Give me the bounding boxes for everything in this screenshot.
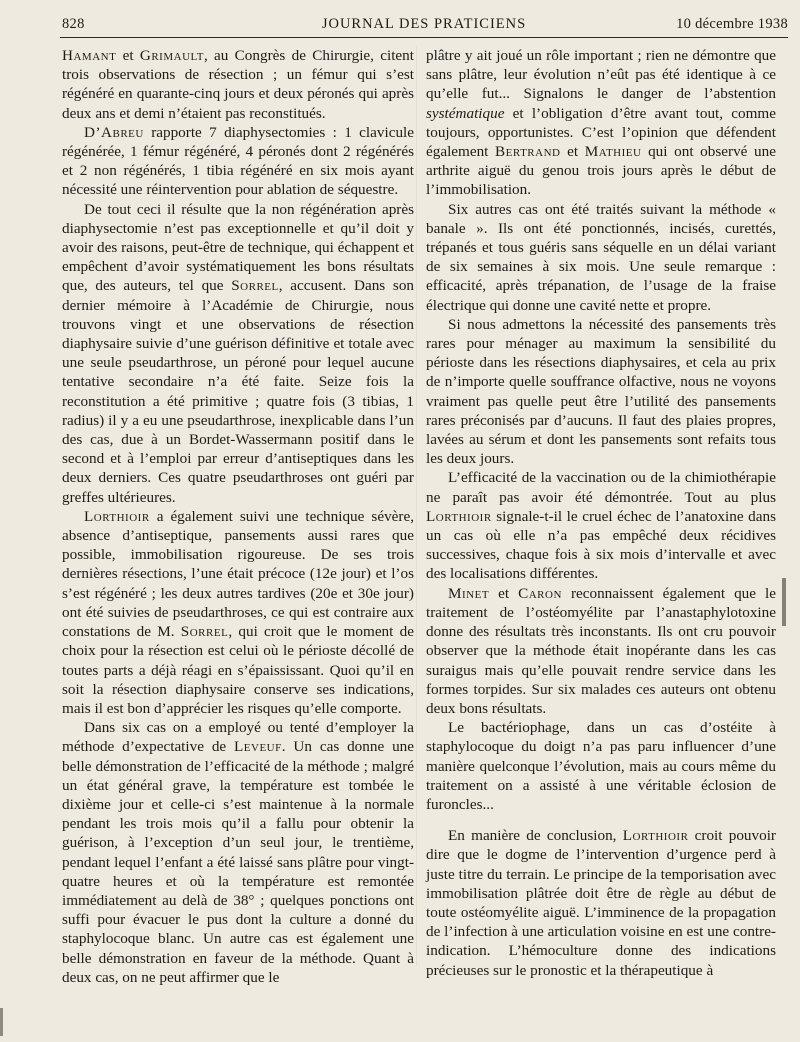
paragraph: L’efficacité de la vaccination ou de la chimiothérapie ne paraît pas avoir été démontrée. Tout au plus Lorthioir signale-t-il le cruel échec de l’anatoxine dans un cas où elle n’a pas empêché deux récidives successives, chaque fois à six mois d’intervalle et avec des localisations différentes. [426,469,776,583]
page-number: 828 [62,16,85,32]
margin-mark [0,1008,3,1036]
paragraph: De tout ceci il résulte que la non régénération après diaphysectomie n’est pas exceptionnelle et qu’il doit y avoir des raisons, peut-être de technique, qui échappent et empêchent d’avoir systématiquement les bons résultats que, des auteurs, tel que Sorrel, accusent. Dans son dernier mémoire à l’Académie de Chirurgie, nous trouvons vingt et une observations de résection diaphysaire suivie d’une guérison définitive et totale avec une seule pseudarthrose, un péroné pour lequel aucune tentative secondaire n’a été faite. Seize fois la reconstitution a été primitive ; quatre fois (3 tibias, 1 radius) il y a eu une pseudarthrose, inexplicable dans l’un des cas, due à un Bordet-Wassermann positif dans le second et à l’emploi par erreur d’antiseptiques dans les deux derniers. Ces quatre pseudarthroses ont guéri par greffes ultérieures. [62,200,415,506]
journal-title: JOURNAL DES PRATICIENS [321,16,527,32]
paragraph: Six autres cas ont été traités suivant la méthode « banale ». Ils ont été ponctionnés, incisés, curettés, trépanés et tous guéris sans séquelle en un délai variant de six semaines à six mois. Une seule remarque : efficacité, après trépanation, de l’usage de la fraise électrique qui donne une cavité nette et propre. [426,200,776,314]
paragraph: Dans six cas on a employé ou tenté d’employer la méthode d’expectative de Leveuf. Un cas donne une belle démonstration de l’efficacité de la méthode ; malgré un état général grave, la température est tombée le dixième jour et celle-ci s’est maintenue à la normale pendant les trois mois qu’il a fallu pour obtenir la guérison, à l’exception d’un seul jour, le trentième, pendant lequel l’enfant a été laissé sans plâtre pour vingt-quatre heures et où la température est remontée immédiatement au delà de 38° ; quelques ponctions ont suffi pour évacuer le pus dont la culture a donné du staphylocoque blanc. Un autre cas est également une belle démonstration en faveur de la méthode. Quant à deux cas, on ne peut affirmer que le [62,719,414,986]
paragraph: Le bactériophage, dans un cas d’ostéite à staphylocoque du doigt n’a pas paru influencer d’une manière quelconque l’évolution, mais au cours même du traitement on a assisté à une véritable éclosion de furoncles... [426,719,776,813]
paragraph: D’Abreu rapporte 7 diaphysectomies : 1 clavicule régénérée, 1 fémur régénéré, 4 péronés dont 2 régénérés et 2 non régénérés, 1 tibia régénéré en six mois ayant nécessité une réintervention pour ablation de séquestre. [62,123,414,199]
paragraph: En manière de conclusion, Lorthioir croit pouvoir dire que le dogme de l’intervention d’urgence perd à juste titre du terrain. Le principe de la temporisation avec immobilisation plâtrée doit être de règle au début de toute ostéomyélite aiguë. L’imminence de la propagation de l’infection à une articulation voisine en est une contre-indication. L’hémoculture donne des indications précieuses sur le pronostic et la thérapeutique à [426,827,776,979]
header-rule [60,37,788,38]
paragraph: Si nous admettons la nécessité des pansements très rares pour ménager au maximum la sensibilité du périoste dans les résections diaphysaires, et cela au prix de n’importe quelle souffrance olfactive, nous ne voyons vraiment pas quelle peut être l’utilité des pansements rares préconisés par d’aucuns. Il faut des plaies propres, lavées au sérum et dont les pansements sont refaits tous les deux jours. [426,315,776,468]
left-column [62,46,414,987]
running-header [60,14,788,36]
section-break [426,814,776,826]
paragraph: Hamant et Grimault, au Congrès de Chirurgie, citent trois observations de résection ; un fémur qui s’est régénéré en quarante-cinq jours et deux péronés qui après deux ans et demi n’étaient pas reconstitués. [62,47,414,122]
paragraph: plâtre y ait joué un rôle important ; rien ne démontre que sans plâtre, leur évolution n’eût pas été identique à ce qu’elle fut... Signalons le danger de l’abstention systématique et l’obligation d’être avant tout, comme toujours, opportunistes. C’est l’opinion que défendent également Bertrand et Mathieu qui ont observé une arthrite aiguë du genou trois jours après le début de l’immobilisation. [426,47,776,199]
paragraph: Minet et Caron reconnaissent également que le traitement de l’ostéomyélite par l’anastaphylotoxine donne des résultats très inconstants. Ils ont cru pouvoir observer que la méthode était inopérante dans les cas suraigus mais qu’elle pouvait rendre service dans les formes torpides. Sur six malades ces auteurs ont obtenu deux bons résultats. [426,584,776,717]
issue-date: 10 décembre 1938 [676,16,788,32]
margin-mark [782,578,786,626]
paragraph: Lorthioir a également suivi une technique sévère, absence d’antiseptique, pansements aussi rares que possible, immobilisation rigoureuse. De ses trois dernières résections, l’une était précoce (12e jour) et l’os s’est régénéré ; les deux autres tardives (20e et 30e jour) ont été suivies de pseudarthroses, ce qui est contraire aux constations de M. Sorrel, qui croit que le moment de choix pour la résection est celui où le périoste décollé de toutes parts a déjà réagi en s’épaississant. Quoi qu’il en soit la résection diaphysaire conserve ses indications, mais il est bon d’apprécier les risques qu’elle comporte. [62,507,414,717]
column-gutter [416,46,417,966]
right-column [426,46,776,980]
